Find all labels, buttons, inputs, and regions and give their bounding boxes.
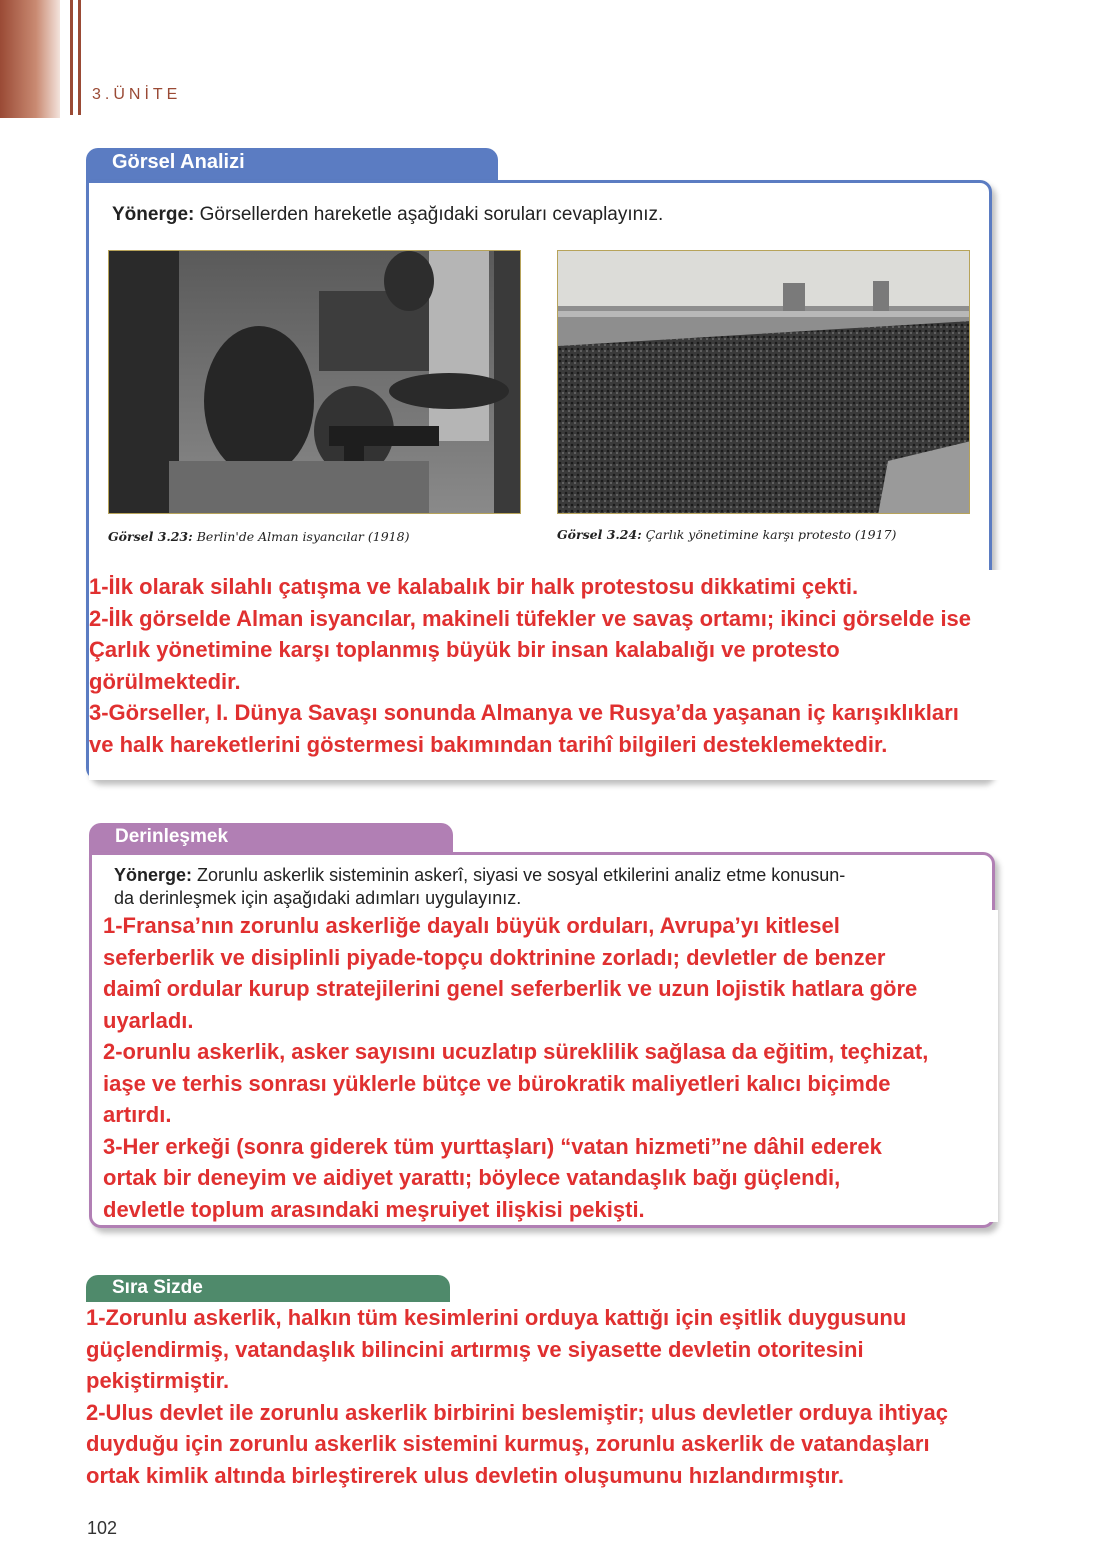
figure-number-2: Görsel 3.24:: [557, 527, 642, 542]
visual-analysis-title: Görsel Analizi: [112, 151, 245, 173]
figure-number-1: Görsel 3.23:: [108, 529, 193, 544]
deepening-answer: 1-Fransa’nın zorunlu askerliğe dayalı büyük orduları, Avrupa’yı kitlesel seferberlik ve disiplinli piyade-topçu doktrinine zorladı; devletler de benzer daimî ordular kurup stratejilerini genel seferberlik ve uzun lojistik hatlara göre uyarladı. 2-orunlu askerlik, asker sayısını ucuzlatıp süreklilik sağlasa da eğitim, teçhizat, iaşe ve terhis sonrası yüklerle bütçe ve bürokratik maliyetleri kalıcı biçimde artırdı. 3-Her erkeği (sonra giderek tüm yurttaşları) “vatan hizmeti”ne dâhil ederek ortak bir deneyim ve aidiyet yarattı; böylece vatandaşlık bağı güçlendi, devletle toplum arasındaki meşruiyet ilişkisi pekişti.: [98, 910, 998, 1222]
visual-analysis-instruction: [112, 204, 663, 226]
page-number: 102: [87, 1518, 118, 1538]
berlin-rebels-photo: [108, 250, 521, 514]
figure-caption-2: [557, 527, 896, 542]
figure-caption-1: [108, 529, 409, 544]
instruction-label: Yönerge:: [112, 204, 195, 225]
visual-analysis-answer: 1-İlk olarak silahlı çatışma ve kalabalık bir halk protestosu dikkatimi çekti. 2-İlk görselde Alman isyancılar, makineli tüfekler ve savaş ortamı; ikinci görselde ise Çarlık yönetimine karşı toplanmış büyük bir insan kalabalığı ve protesto görülmektedir. 3-Görseller, I. Dünya Savaşı sonunda Almanya ve Rusya’da yaşanan iç karışıklıkları ve halk hareketlerini göstermesi bakımından tarihî bilgileri desteklemektedir.: [89, 570, 1089, 780]
figure-text-1: Berlin'de Alman isyancılar (1918): [196, 529, 410, 544]
deepening-instruction-label: Yönerge:: [114, 865, 193, 885]
header-rule: [78, 0, 81, 115]
your-turn-answer: 1-Zorunlu askerlik, halkın tüm kesimlerini orduya kattığı için eşitlik duygusunu güçlendirmiş, vatandaşlık bilincini artırmış ve siyasette devletin otoritesini pekiştirmiştir. 2-Ulus devlet ile zorunlu askerlik birbirini beslemiştir; ulus devletler orduya ihtiyaç duyduğu için zorunlu askerlik sistemini kurmuş, zorunlu askerlik de vatandaşları ortak kimlik altında birleştirerek ulus devletin oluşumunu hızlandırmıştır.: [86, 1302, 1096, 1512]
deepening-title: Derinleşmek: [115, 826, 229, 847]
deepening-instruction-line2: da derinleşmek için aşağıdaki adımları uygulayınız.: [114, 888, 522, 908]
deepening-instruction: [114, 864, 974, 910]
protest-crowd-photo: [557, 250, 970, 514]
figure-text-2: Çarlık yönetimine karşı protesto (1917): [645, 527, 897, 542]
your-turn-title: Sıra Sizde: [112, 1277, 203, 1298]
instruction-text: Görsellerden hareketle aşağıdaki soruları cevaplayınız.: [199, 204, 664, 225]
deepening-instruction-line1: Zorunlu askerlik sisteminin askerî, siyasi ve sosyal etkilerini analiz etme konusun-: [197, 865, 846, 885]
corner-tab: [0, 0, 60, 118]
unit-label: 3.ÜNİTE: [92, 86, 182, 103]
header-rule: [70, 0, 73, 115]
